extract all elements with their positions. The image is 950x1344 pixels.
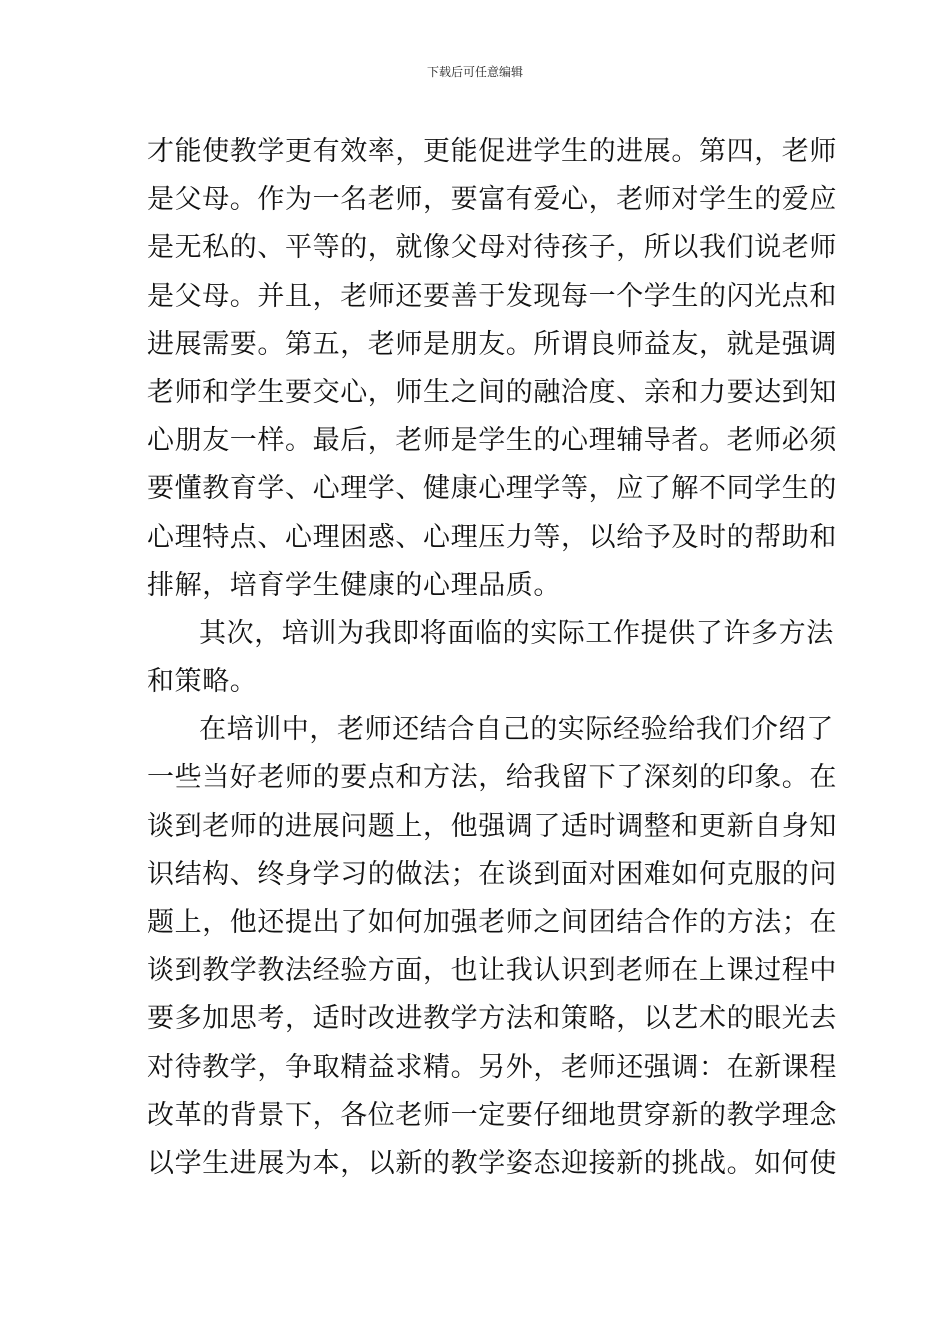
text-line: 进展需要。第五，老师是朋友。所谓良师益友，就是强调 xyxy=(147,328,837,360)
text-line: 是无私的、平等的，就像父母对待孩子，所以我们说老师 xyxy=(147,232,837,264)
text-line: 心理特点、心理困惑、心理压力等，以给予及时的帮助和 xyxy=(147,521,837,553)
text-line: 心朋友一样。最后，老师是学生的心理辅导者。老师必须 xyxy=(147,425,837,457)
text-line: 对待教学，争取精益求精。另外，老师还强调：在新课程 xyxy=(147,1051,837,1083)
paragraph-start-line: 在培训中，老师还结合自己的实际经验给我们介绍了 xyxy=(199,714,834,746)
text-line: 要多加思考，适时改进教学方法和策略，以艺术的眼光去 xyxy=(147,1003,837,1035)
text-line: 谈到老师的进展问题上，他强调了适时调整和更新自身知 xyxy=(147,810,837,842)
text-line: 老师和学生要交心，师生之间的融洽度、亲和力要达到知 xyxy=(147,376,837,408)
text-line: 是父母。并且，老师还要善于发现每一个学生的闪光点和 xyxy=(147,280,837,312)
paragraph-start-line: 其次，培训为我即将面临的实际工作提供了许多方法 xyxy=(199,617,834,649)
page-header-note: 下载后可任意编辑 xyxy=(426,65,523,79)
text-line: 是父母。作为一名老师，要富有爱心，老师对学生的爱应 xyxy=(147,184,837,216)
body-text xyxy=(147,128,837,1188)
text-line: 以学生进展为本，以新的教学姿态迎接新的挑战。如何使 xyxy=(147,1147,837,1179)
text-line: 才能使教学更有效率，更能促进学生的进展。第四，老师 xyxy=(147,136,837,167)
text-line: 改革的背景下，各位老师一定要仔细地贯穿新的教学理念 xyxy=(147,1099,837,1131)
text-line: 识结构、终身学习的做法；在谈到面对困难如何克服的问 xyxy=(147,858,837,890)
text-line: 一些当好老师的要点和方法，给我留下了深刻的印象。在 xyxy=(147,762,837,794)
text-line: 排解，培育学生健康的心理品质。 xyxy=(147,569,561,601)
text-line: 和策略。 xyxy=(147,666,258,698)
text-line: 题上，他还提出了如何加强老师之间团结合作的方法；在 xyxy=(147,907,837,938)
text-line: 要懂教育学、心理学、健康心理学等，应了解不同学生的 xyxy=(147,473,837,505)
text-line: 谈到教学教法经验方面，也让我认识到老师在上课过程中 xyxy=(147,955,837,987)
